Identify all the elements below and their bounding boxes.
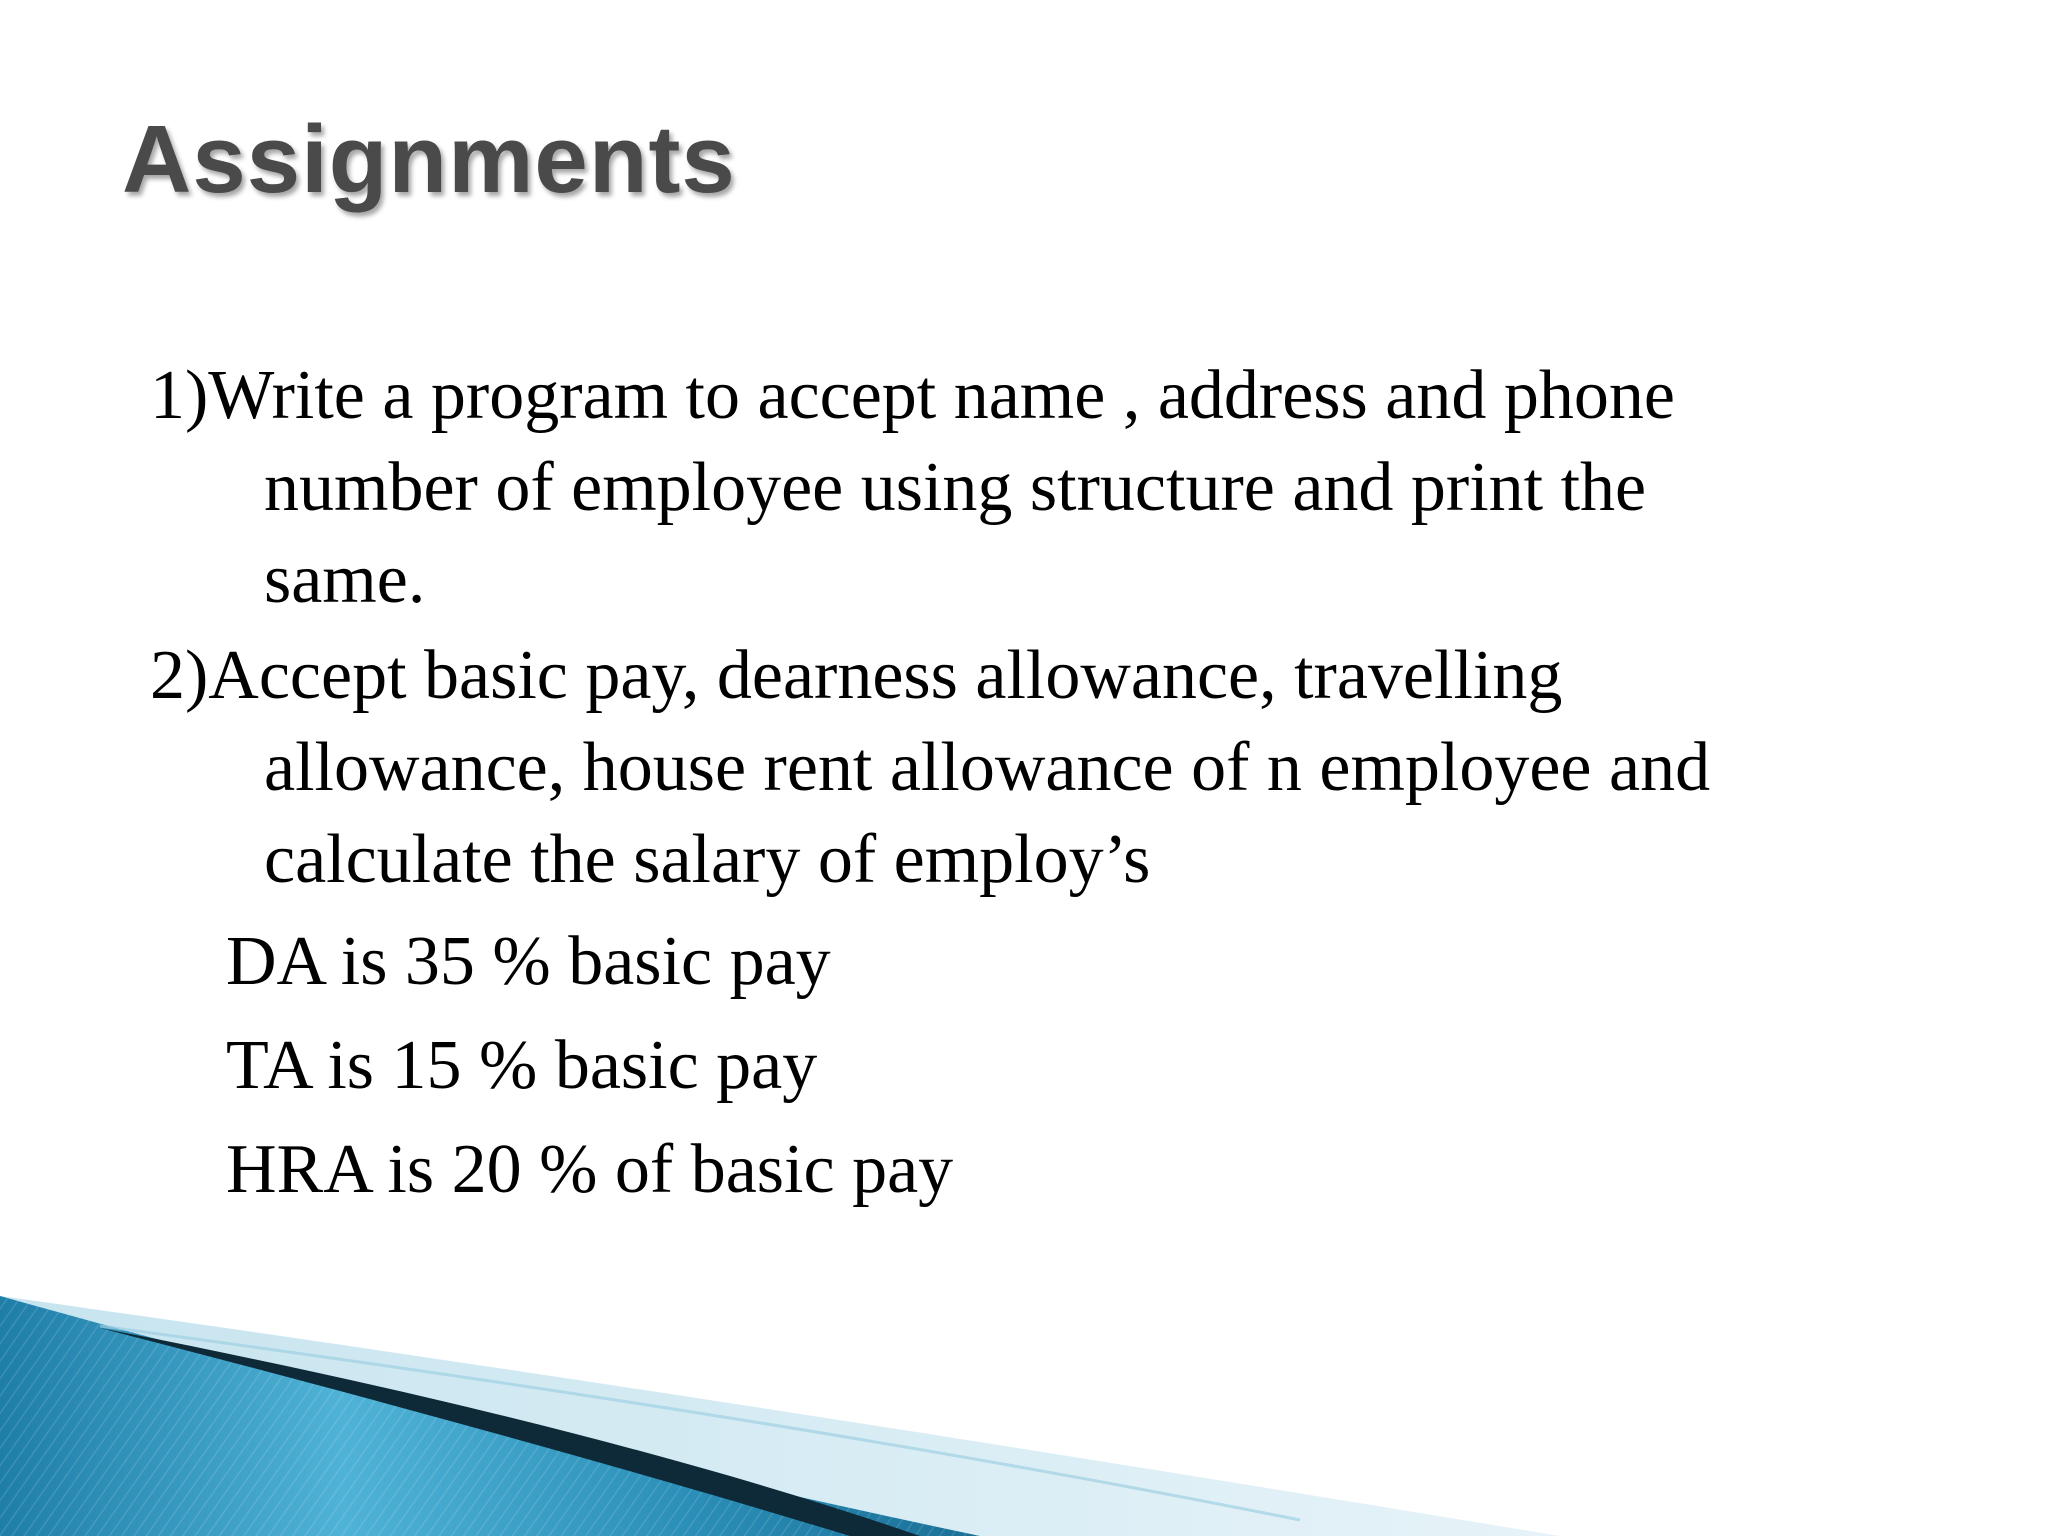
assignment-item-1-line-1: 1)Write a program to accept name , address and phone (150, 357, 1675, 434)
subitem-da: DA is 35 % basic pay (226, 923, 831, 1000)
slide-title: Assignments (122, 106, 736, 213)
subitem-ta: TA is 15 % basic pay (226, 1027, 818, 1104)
assignment-item-2-line-2: allowance, house rent allowance of n employee and (264, 729, 1711, 806)
assignment-item-2-line-1: 2)Accept basic pay, dearness allowance, travelling (150, 637, 1563, 714)
assignment-item-1-line-3: same. (264, 541, 426, 618)
assignment-item-1-line-2: number of employee using structure and print the (264, 449, 1647, 526)
assignment-item-2-line-3: calculate the salary of employ’s (264, 821, 1151, 898)
subitem-hra: HRA is 20 % of basic pay (226, 1131, 954, 1208)
